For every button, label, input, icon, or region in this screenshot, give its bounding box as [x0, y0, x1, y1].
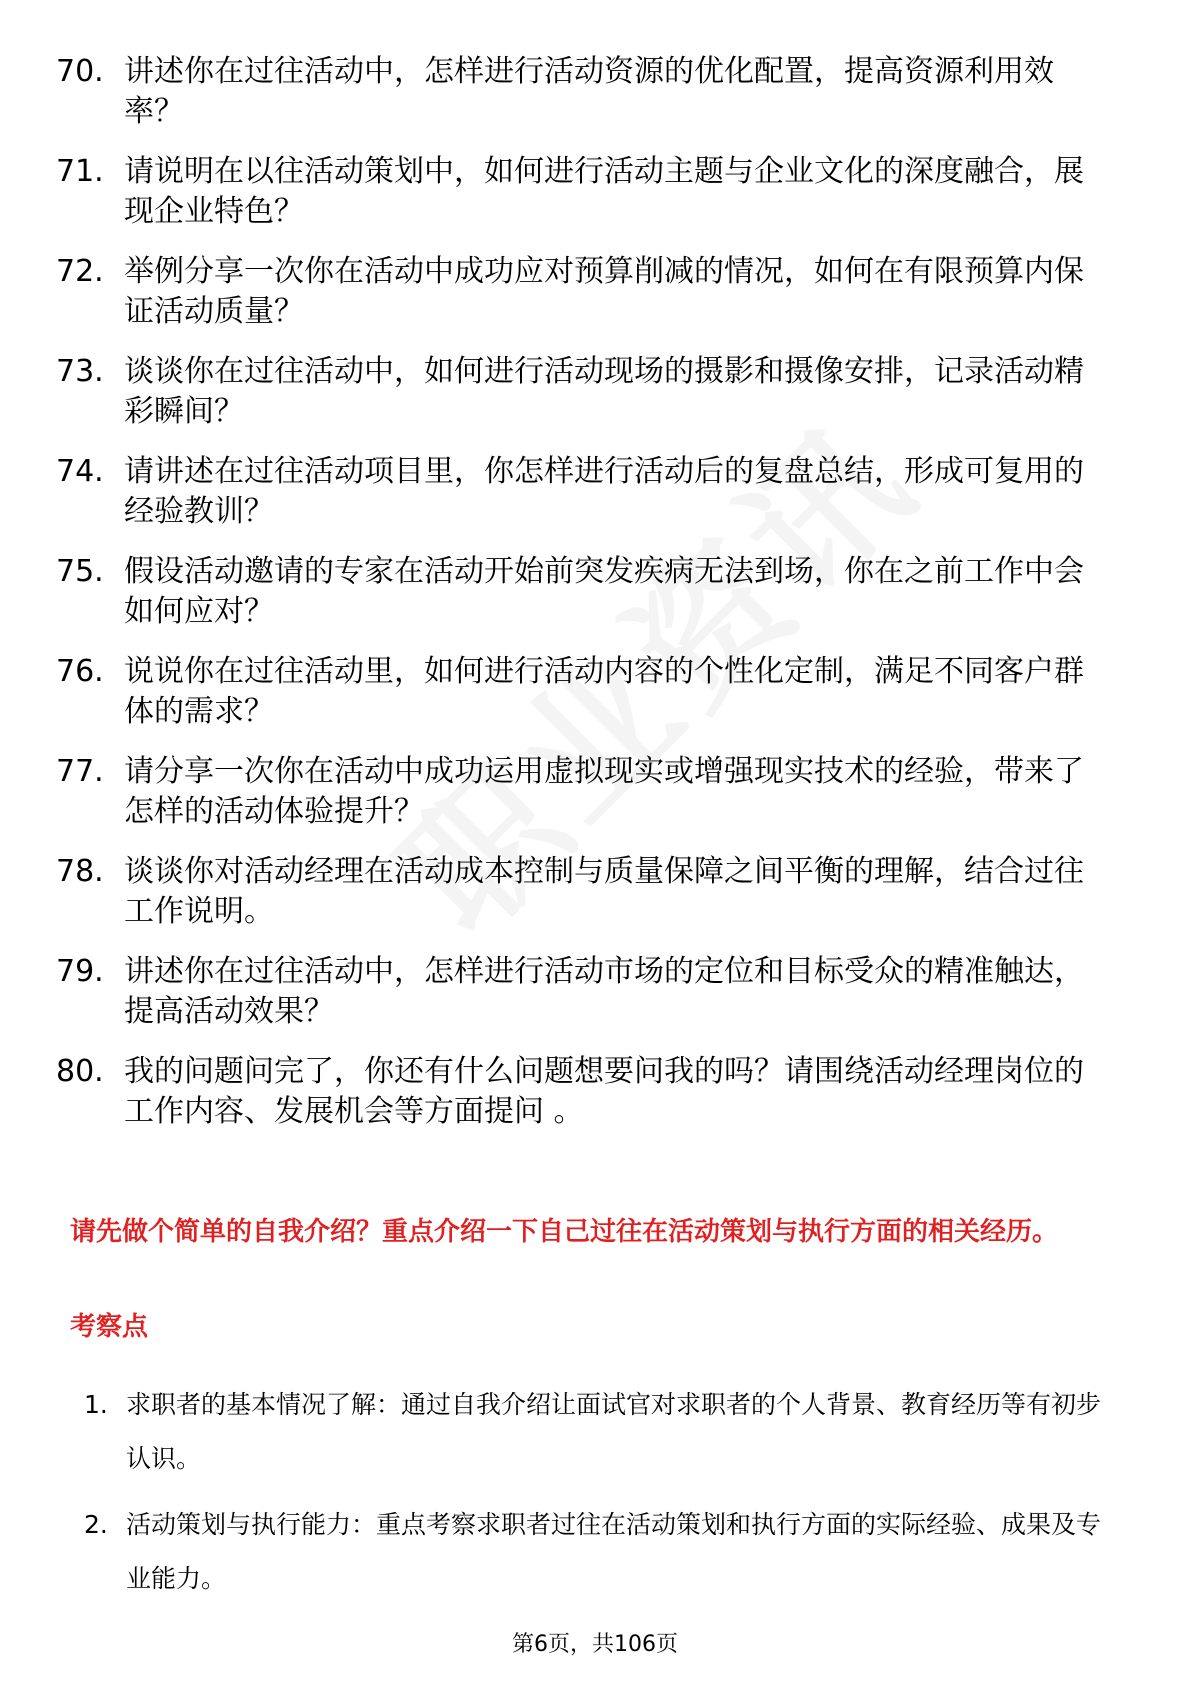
assessment-point: [84, 1378, 1124, 1486]
question-text: 请分享一次你在活动中成功运用虚拟现实或增强现实技术的经验，带来了怎样的活动体验提升？: [124, 754, 1084, 829]
question-text: 举例分享一次你在活动中成功应对预算削减的情况，如何在有限预算内保证活动质量？: [124, 254, 1084, 329]
point-number: 2.: [84, 1510, 108, 1539]
question-text: 谈谈你在过往活动中，如何进行活动现场的摄影和摄像安排，记录活动精彩瞬间？: [124, 354, 1084, 429]
question-item: [56, 52, 1116, 132]
question-number: 76.: [56, 654, 104, 689]
question-item: [56, 252, 1116, 332]
question-item: [56, 1052, 1116, 1132]
question-item: [56, 852, 1116, 932]
question-number: 78.: [56, 854, 104, 889]
question-number: 72.: [56, 254, 104, 289]
question-item: [56, 152, 1116, 232]
question-item: [56, 352, 1116, 432]
assessment-point: [84, 1498, 1124, 1606]
question-number: 77.: [56, 754, 104, 789]
point-text: 活动策划与执行能力：重点考察求职者过往在活动策划和执行方面的实际经验、成果及专业能力。: [126, 1510, 1102, 1593]
assessment-points: [84, 1378, 1124, 1618]
question-number: 71.: [56, 154, 104, 189]
question-text: 假设活动邀请的专家在活动开始前突发疾病无法到场，你在之前工作中会如何应对？: [124, 554, 1084, 629]
question-number: 73.: [56, 354, 104, 389]
question-item: [56, 552, 1116, 632]
question-item: [56, 452, 1116, 532]
question-text: 我的问题问完了，你还有什么问题想要问我的吗？请围绕活动经理岗位的工作内容、发展机会等方面提问 。: [124, 1054, 1084, 1129]
page-footer: 第6页，共106页: [512, 1632, 678, 1657]
question-number: 80.: [56, 1054, 104, 1089]
question-text: 说说你在过往活动里，如何进行活动内容的个性化定制，满足不同客户群体的需求？: [124, 654, 1084, 729]
point-text: 求职者的基本情况了解：通过自我介绍让面试官对求职者的个人背景、教育经历等有初步认识。: [126, 1390, 1102, 1473]
question-item: [56, 752, 1116, 832]
question-number: 74.: [56, 454, 104, 489]
question-text: 请说明在以往活动策划中，如何进行活动主题与企业文化的深度融合，展现企业特色？: [124, 154, 1084, 229]
question-heading: 请先做个简单的自我介绍？重点介绍一下自己过往在活动策划与执行方面的相关经历。: [70, 1217, 1059, 1247]
question-text: 请讲述在过往活动项目里，你怎样进行活动后的复盘总结，形成可复用的经验教训？: [124, 454, 1084, 529]
point-number: 1.: [84, 1390, 108, 1419]
question-text: 谈谈你对活动经理在活动成本控制与质量保障之间平衡的理解，结合过往工作说明。: [124, 854, 1084, 929]
question-item: [56, 952, 1116, 1032]
question-number: 70.: [56, 54, 104, 89]
question-item: [56, 652, 1116, 732]
section-title: 考察点: [70, 1312, 149, 1342]
question-number: 79.: [56, 954, 104, 989]
question-text: 讲述你在过往活动中，怎样进行活动市场的定位和目标受众的精准触达，提高活动效果？: [124, 954, 1084, 1029]
question-text: 讲述你在过往活动中，怎样进行活动资源的优化配置，提高资源利用效率？: [124, 54, 1054, 129]
question-list: [56, 52, 1116, 1152]
question-number: 75.: [56, 554, 104, 589]
